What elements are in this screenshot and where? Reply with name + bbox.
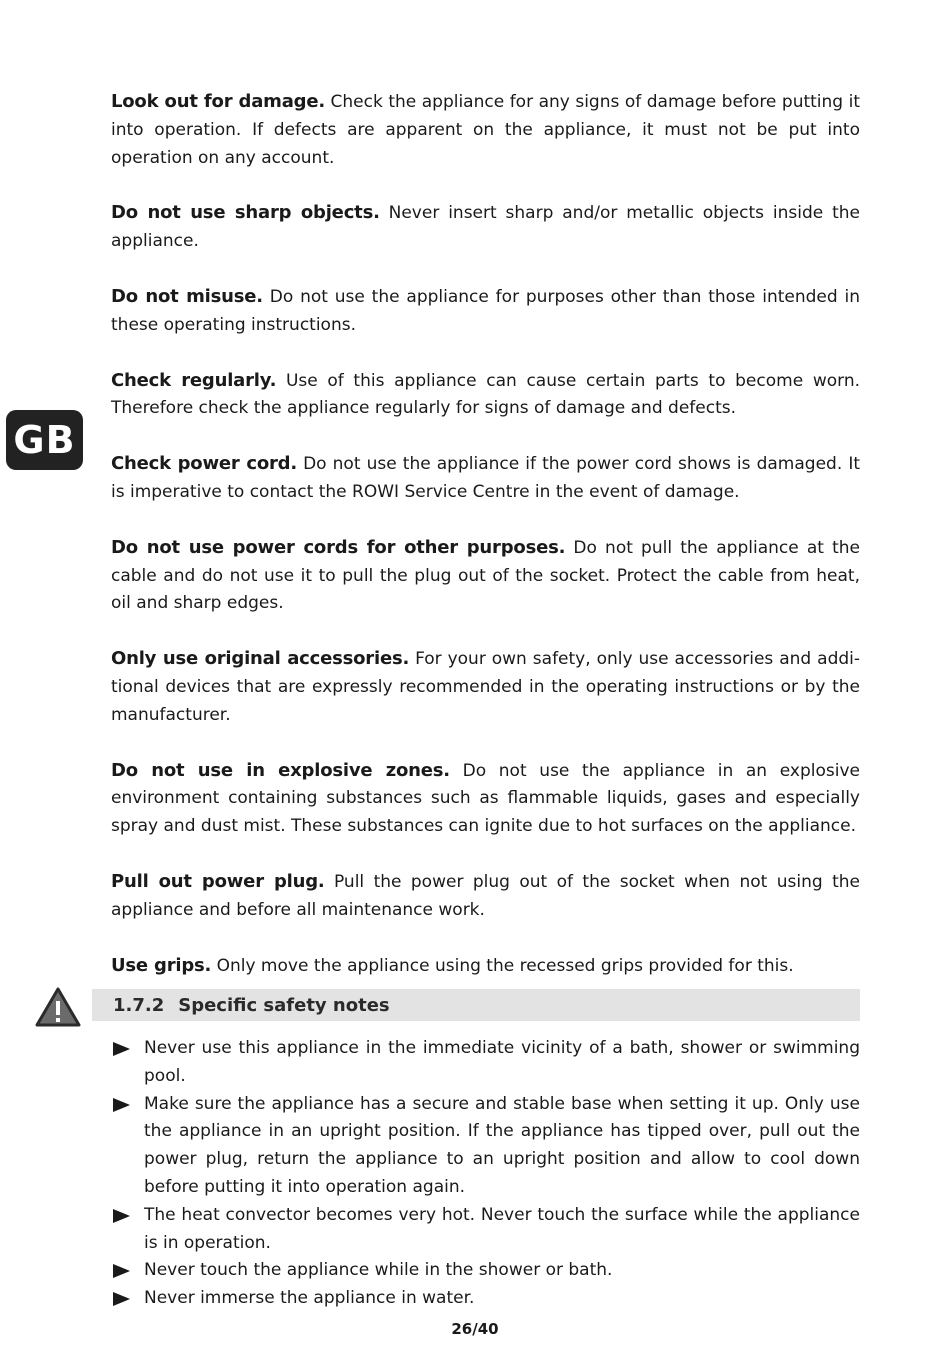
page-number: 26/40	[451, 1320, 499, 1338]
paragraph-sharp-objects	[111, 199, 860, 256]
list-item-text: Never immerse the appliance in water.	[144, 1288, 475, 1309]
paragraph-text: Do not use the appliance in an explosive environment containing substances such as flammable liquids, gases and especially spray and dust mist. These substances can ignite due to hot surfaces on the appliance.	[111, 760, 860, 837]
bullet-arrow-icon	[113, 1264, 130, 1278]
paragraph-power-cord	[111, 450, 860, 507]
safety-paragraphs	[111, 88, 860, 1007]
paragraph-lead: Do not misuse.	[111, 285, 263, 307]
paragraph-lead: Look out for damage.	[111, 91, 326, 112]
list-item	[111, 1035, 860, 1091]
paragraph-check-regularly	[111, 367, 860, 424]
paragraph-text: Use of this appliance can cause certain parts to become worn. Therefore check the appliance regularly for signs of damage and defects.	[111, 370, 860, 419]
paragraph-text: For your own safety, only use accessories and addi-tional devices that are expressly recommended in the operating instructions or by the manufacturer.	[111, 649, 861, 725]
paragraph-text: Do not use the appliance for purposes other than those intended in these operating instructions.	[111, 286, 860, 335]
paragraph-misuse	[111, 283, 860, 340]
list-item-text: Make sure the appliance has a secure and stable base when setting it up. Only use the appliance in an upright position. If the appliance has tipped over, pull out the power plug, return the appliance to an upright position and allow to cool down before putting it into operation again.	[144, 1093, 860, 1197]
paragraph-grips	[111, 952, 860, 981]
paragraph-lead: Use grips.	[111, 954, 212, 976]
language-tab-gb	[6, 410, 83, 470]
bullet-arrow-icon	[113, 1292, 130, 1306]
section-number: 1.7.2	[113, 994, 165, 1016]
warning-triangle-icon	[34, 986, 82, 1028]
list-item	[111, 1202, 860, 1258]
paragraph-lead: Do not use sharp objects.	[111, 202, 380, 224]
section-heading	[92, 989, 860, 1021]
safety-bullet-list	[111, 1035, 860, 1313]
paragraph-text: Only move the appliance using the recessed grips provided for this.	[211, 955, 794, 976]
bullet-arrow-icon	[113, 1042, 130, 1056]
list-item-text: The heat convector becomes very hot. Never touch the surface while the appliance is in operation.	[144, 1204, 860, 1253]
language-tab-label: GB	[13, 418, 76, 462]
paragraph-damage	[111, 88, 860, 172]
bullet-arrow-icon	[113, 1098, 130, 1112]
paragraph-power-cord-purposes	[111, 534, 860, 618]
paragraph-text: Never insert sharp and/or metallic objects inside the appliance.	[111, 203, 860, 252]
paragraph-lead: Check regularly.	[111, 369, 277, 391]
list-item-text: Never use this appliance in the immediate vicinity of a bath, shower or swimming pool.	[144, 1038, 860, 1086]
paragraph-text: Pull the power plug out of the socket when not using the appliance and before all maintenance work.	[111, 871, 860, 920]
paragraph-explosive-zones	[111, 757, 860, 841]
list-item	[111, 1091, 860, 1202]
paragraph-power-plug	[111, 868, 860, 925]
paragraph-text: Check the appliance for any signs of damage before putting it into operation. If defects are apparent on the appliance, it must not be put into operation on any account.	[111, 92, 860, 168]
paragraph-lead: Do not use power cords for other purposes.	[111, 536, 566, 558]
paragraph-lead: Only use original accessories.	[111, 648, 410, 670]
paragraph-lead: Do not use in explosive zones.	[111, 759, 450, 781]
paragraph-lead: Pull out power plug.	[111, 870, 325, 892]
paragraph-text: Do not use the appliance if the power cord shows is damaged. It is imperative to contact the ROWI Service Centre in the event of damage.	[111, 454, 860, 502]
paragraph-lead: Check power cord.	[111, 453, 297, 475]
list-item-text: Never touch the appliance while in the shower or bath.	[144, 1260, 613, 1281]
list-item	[111, 1285, 860, 1313]
section-title: Specific safety notes	[178, 994, 390, 1016]
list-item	[111, 1257, 860, 1285]
paragraph-accessories	[111, 645, 860, 729]
bullet-arrow-icon	[113, 1209, 130, 1223]
paragraph-text: Do not pull the appliance at the cable and do not use it to pull the plug out of the socket. Protect the cable from heat, oil and sharp edges.	[111, 537, 860, 614]
